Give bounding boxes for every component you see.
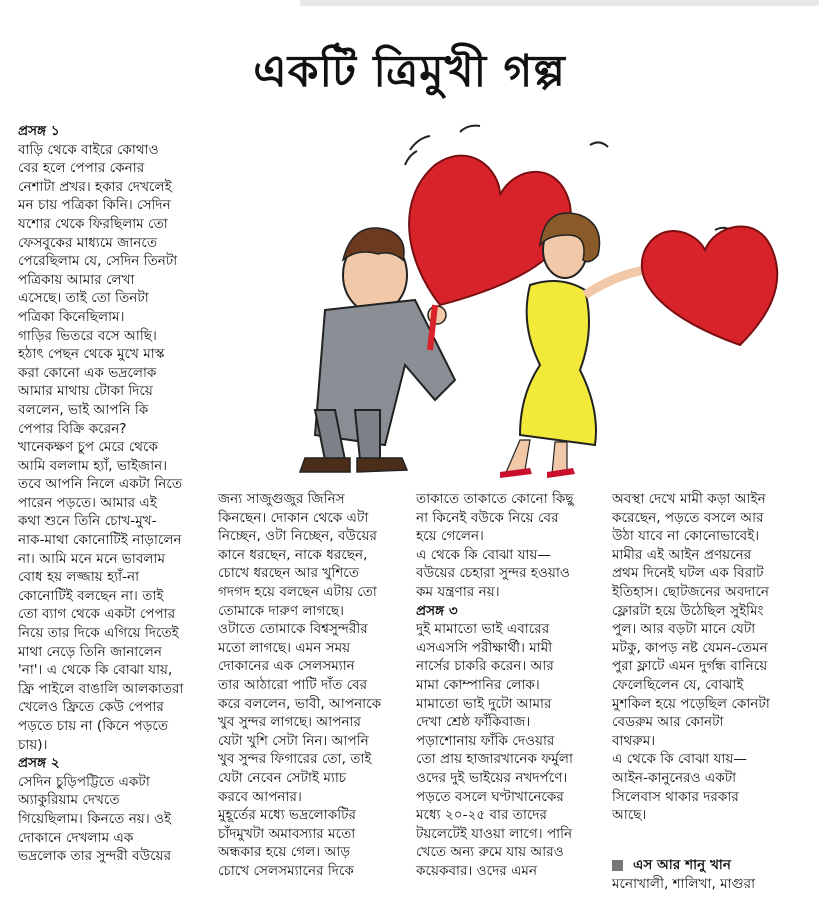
section-heading-2: প্রসঙ্গ ২	[18, 755, 60, 772]
article-title: একটি ত্রিমুখী গল্প	[253, 46, 566, 97]
section-text-2-end: তাকাতে তাকাতে কোনো কিছু না কিনেই বউকে নিয়ে বের হয়ে গেলেন। এ থেকে কি বোঝা যায়— বউয়ের চেহারা সুন্দর হওয়াও কম যন্ত্রণার নয়।	[416, 491, 574, 600]
section-text-3: দুই মামাতো ভাই এবারের এসএসসি পরীক্ষার্থী। মামী নার্সের চাকরি করেন। আর মামা কোম্পানির লোক। মামাতো ভাই দুটো আমার দেখা শ্রেষ্ঠ ফাঁকিবাজ। পড়াশোনায় ফাঁকি দেওয়ার তো প্রায় হাজারখানেক ফর্মুলা ওদের দুই ভাইয়ের নখদর্পণে। পড়তে বসলে ঘণ্টাখানেকের মধ্যে ২০-২৫ বার তাদের টয়লেটেই যাওয়া লাগে। পানি খেতে অন্য রুমে যায় আরও কয়েকবার। ওদের এমন	[416, 621, 573, 879]
section-heading-1: প্রসঙ্গ ১	[18, 123, 60, 139]
byline	[612, 856, 812, 894]
column-4	[612, 490, 812, 825]
section-text-1: বাড়ি থেকে বাইরে কোথাও বের হলে পেপার কেনার নেশাটা প্রখর। হকার দেখলেই মন চায় পত্রিকা কিনি। সেদিন যশোর থেকে ফিরছিলাম তো ফেসবুকের মাধ্যমে জানতে পেরেছিলাম যে, সেদিন তিনটা পত্রিকায় আমার লেখা এসেছে। তাই তো তিনটা পত্রিকা কিনেছিলাম। গাড়ির ভিতরে বসে আছি। হঠাৎ পেছন থেকে মুখে মাস্ক করা কোনো এক ভদ্রলোক আমার মাথায় টোকা দিয়ে বললেন, ভাই আপনি কি পেপার বিক্রি করেন? খানেকক্ষণ চুপ মেরে থেকে আমি বললাম হ্যাঁ, ভাইজান। তবে আপনি নিলে একটা নিতে পারেন পড়তে। আমার এই কথা শুনে তিনি চোখ-মুখ- নাক-মাথা কোনোটিই নাড়ালেন না। আমি মনে মনে ভাবলাম বোধ হয় লজ্জায় হ্যাঁ-না কোনোটিই বলছেন না। তাই তো ব্যাগ থেকে একটা পেপার নিয়ে তার দিকে এগিয়ে দিতেই মাথা নেড়ে তিনি জানালেন 'না'। এ থেকে কি বোঝা যায়, ফ্রি পাইলে বাঙালি আলকাতরা খেলেও ফ্রিতে কেউ পেপার পড়তে চায় না (কিনে পড়তে চায়)।	[18, 141, 184, 753]
cartoon-illustration	[285, 120, 810, 490]
column-2	[218, 490, 408, 880]
author-location: মনোখালী, শালিখা, মাগুরা	[612, 876, 756, 892]
column-1	[18, 122, 218, 866]
section-text-2-cont: জন্য সাজুগুজুর জিনিস কিনছেন। দোকান থেকে এটা নিচ্ছেন, ওটা নিচ্ছেন, বউয়ের কানে ধরছেন, নাকে ধরছেন, চোখে ধরছেন আর খুশিতে গদগদ হয়ে বলছেন এটায় তো তোমাকে দারুণ লাগছে। ওটাতে তোমাকে বিশ্বসুন্দরীর মতো লাগছে। এমন সময় দোকানের এক সেলসম্যান তার আঠারো পাটি দাঁত বের করে বললেন, ভাবী, আপনাকে খুব সুন্দর লাগছে। আপনার যেটা খুশি সেটা নিন। আপনি খুব সুন্দর ফিগারের তো, তাই যেটা নেবেন সেটাই ম্যাচ করবে আপনার। মুহূর্তের মধ্যে ভদ্রলোকটির চাঁদমুখটা অমাবস্যার মতো অন্ধকার হয়ে গেল। আড় চোখে সেলসম্যানের দিকে	[218, 491, 382, 879]
author-name: এস আর শানু খান	[633, 857, 731, 873]
section-heading-3: প্রসঙ্গ ৩	[416, 602, 458, 619]
section-text-2: সেদিন চুড়িপট্টিতে একটা অ্যাকুরিয়াম দেখতে গিয়েছিলাম। কিনতে নয়। ওই দোকানে দেখলাম এক ভদ্রলোক তার সুন্দরী বউয়ের	[18, 773, 172, 865]
column-3	[416, 490, 608, 880]
section-text-3-cont: অবস্থা দেখে মামী কড়া আইন করেছেন, পড়তে বসলে আর উঠা যাবে না কোনোভাবেই। মামীর এই আইন প্রণয়নের প্রথম দিনেই ঘটল এক বিরাট ইতিহাস। ছোটজনের অবদানে ফ্লোরটা হয়ে উঠেছিল সুইমিং পুল। আর বড়টা মানে যেটা মটকু, কাপড় নষ্ট যেমন-তেমন পুরা ফ্লাটে এমন দুর্গন্ধ বানিয়ে ফেলেছিলেন যে, বোঝাই মুশকিল হয়ে পড়েছিল কোনটা বেডরুম আর কোনটা বাথরুম। এ থেকে কি বোঝা যায়— আইন-কানুনেরও একটা সিলেবাস থাকার দরকার আছে।	[612, 491, 770, 824]
square-bullet-icon	[612, 860, 623, 871]
heart-right	[642, 226, 777, 345]
top-band	[300, 0, 819, 6]
